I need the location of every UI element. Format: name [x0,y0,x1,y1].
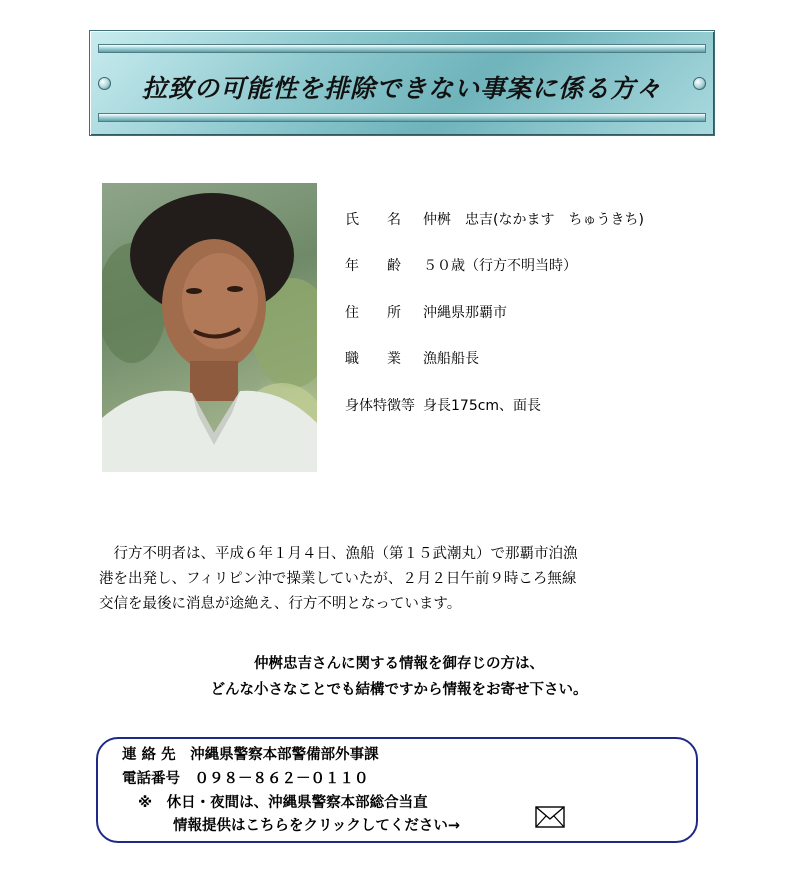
contact-phone: 電話番号 ０９８－８６２－０１１０ [122,771,369,787]
case-description-line: 交信を最後に消息が途絶え、行方不明となっています。 [99,596,462,612]
info-row-name [345,211,644,229]
age-label: 年 齢 [345,258,401,274]
envelope-icon[interactable] [535,806,565,828]
info-row-features [345,397,541,415]
features-value: 身長175cm、面長 [423,398,542,414]
contact-after-hours: ※ 休日・夜間は、沖縄県警察本部総合当直 [138,795,428,811]
info-row-address [345,304,507,322]
missing-person-photo [102,183,317,472]
case-description [99,542,699,617]
name-label: 氏 名 [345,212,401,228]
occupation-label: 職 業 [345,351,401,367]
address-value: 沖縄県那覇市 [423,305,507,321]
address-label: 住 所 [345,305,401,321]
info-row-age [345,257,577,275]
banner-bottom-bar [98,113,706,122]
contact-office: 連 絡 先 沖縄県警察本部警備部外事課 [122,747,379,763]
contact-box [96,737,698,843]
age-value: ５０歳（行方不明当時） [423,258,577,274]
information-appeal [99,651,699,703]
contact-email-prompt: 情報提供はこちらをクリックしてください→ [173,818,461,834]
name-value: 仲桝 忠吉(なかます ちゅうきち) [423,212,644,228]
banner-top-bar [98,44,706,53]
case-description-line: 港を出発し、フィリピン沖で操業していたが、２月２日午前９時ころ無線 [99,571,577,587]
page-title: 拉致の可能性を排除できない事案に係る方々 [141,74,662,103]
title-banner [89,30,715,136]
features-label: 身体特徴等 [345,398,415,414]
case-description-line: 行方不明者は、平成６年１月４日、漁船（第１５武潮丸）で那覇市泊漁 [99,546,578,562]
occupation-value: 漁船船長 [423,351,479,367]
info-row-occupation [345,350,479,368]
appeal-line: どんな小さなことでも結構ですから情報をお寄せ下さい。 [210,682,588,698]
appeal-line: 仲桝忠吉さんに関する情報を御存じの方は、 [254,656,544,672]
